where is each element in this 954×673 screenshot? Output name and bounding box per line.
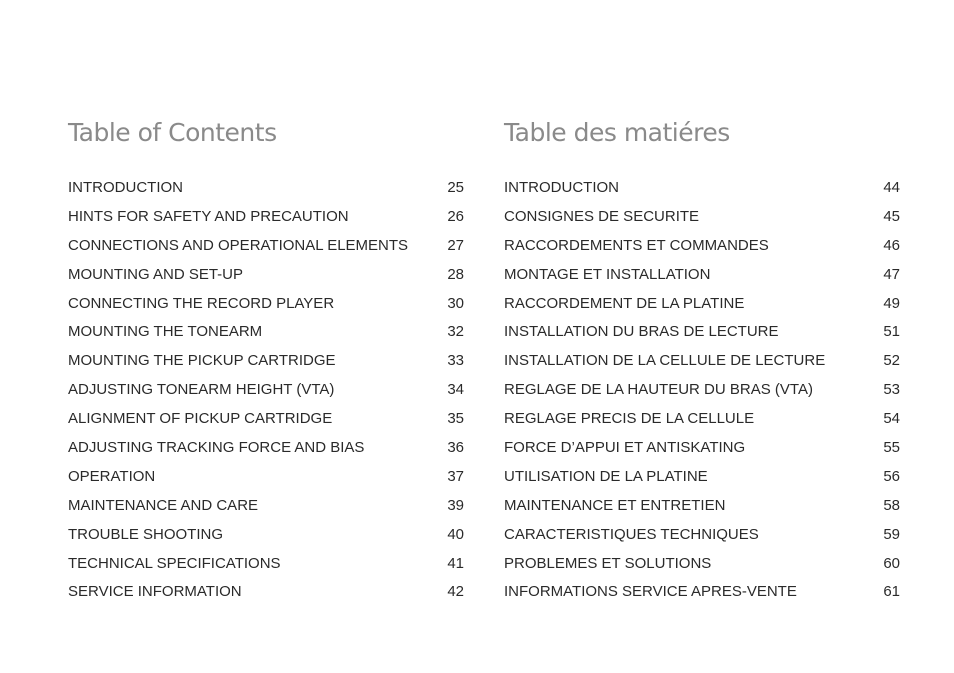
toc-entry[interactable] (68, 549, 464, 578)
toc-entry[interactable] (504, 433, 900, 462)
toc-entry-title: RACCORDEMENTS ET COMMANDES (504, 236, 769, 254)
toc-entry-page-number: 44 (883, 178, 900, 196)
toc-entry[interactable] (504, 317, 900, 346)
toc-entry[interactable] (504, 375, 900, 404)
toc-entry-page-number: 60 (883, 554, 900, 572)
toc-entry-page-number: 30 (447, 294, 464, 312)
toc-entry-page-number: 28 (447, 265, 464, 283)
toc-entry[interactable] (68, 346, 464, 375)
toc-entry[interactable] (504, 173, 900, 202)
toc-entry[interactable] (504, 231, 900, 260)
toc-entry-title: CONNECTIONS AND OPERATIONAL ELEMENTS (68, 236, 409, 254)
toc-list-french (504, 173, 900, 606)
toc-entry-title: INTRODUCTION (68, 178, 183, 196)
toc-entry-title: HINTS FOR SAFETY AND PRECAUTION (68, 207, 349, 225)
toc-entry[interactable] (68, 577, 464, 606)
toc-entry-title: SERVICE INFORMATION (68, 583, 242, 601)
toc-entry-page-number: 42 (447, 583, 464, 601)
toc-entry-title: ADJUSTING TRACKING FORCE AND BIAS (68, 438, 365, 456)
page-title-french: Table des matiéres (504, 118, 730, 147)
toc-entry-title: MOUNTING AND SET-UP (68, 265, 244, 283)
toc-entry-page-number: 34 (447, 381, 464, 399)
toc-entry[interactable] (504, 549, 900, 578)
toc-entry-page-number: 32 (447, 323, 464, 341)
toc-entry[interactable] (504, 404, 900, 433)
toc-column-english (68, 113, 464, 606)
toc-entry-title: ALIGNMENT OF PICKUP CARTRIDGE (68, 410, 333, 428)
toc-entry-title: MOUNTING THE PICKUP CARTRIDGE (68, 352, 336, 370)
toc-entry-page-number: 40 (447, 525, 464, 543)
toc-entry-page-number: 55 (883, 438, 900, 456)
toc-entry[interactable] (68, 289, 464, 318)
toc-entry[interactable] (504, 577, 900, 606)
toc-entry-title: MONTAGE ET INSTALLATION (504, 265, 711, 283)
toc-entry[interactable] (504, 202, 900, 231)
toc-entry-page-number: 58 (883, 496, 900, 514)
toc-entry[interactable] (68, 317, 464, 346)
toc-entry-title: CONNECTING THE RECORD PLAYER (68, 294, 335, 312)
toc-entry-title: INSTALLATION DE LA CELLULE DE LECTURE (504, 352, 826, 370)
toc-entry[interactable] (68, 404, 464, 433)
toc-entry-title: CONSIGNES DE SECURITE (504, 207, 700, 225)
toc-entry[interactable] (68, 375, 464, 404)
toc-entry[interactable] (68, 202, 464, 231)
toc-entry-page-number: 27 (447, 236, 464, 254)
toc-entry-page-number: 39 (447, 496, 464, 514)
toc-entry[interactable] (504, 491, 900, 520)
toc-entry-page-number: 36 (447, 438, 464, 456)
toc-entry[interactable] (68, 433, 464, 462)
toc-entry[interactable] (68, 231, 464, 260)
toc-entry-page-number: 59 (883, 525, 900, 543)
toc-entry-title: UTILISATION DE LA PLATINE (504, 467, 708, 485)
toc-entry-page-number: 25 (447, 178, 464, 196)
toc-entry-title: FORCE D’APPUI ET ANTISKATING (504, 438, 746, 456)
toc-entry-title: RACCORDEMENT DE LA PLATINE (504, 294, 745, 312)
toc-entry-page-number: 41 (447, 554, 464, 572)
toc-entry-page-number: 61 (883, 583, 900, 601)
toc-entry-page-number: 53 (883, 381, 900, 399)
toc-entry[interactable] (504, 289, 900, 318)
toc-entry-title: ADJUSTING TONEARM HEIGHT (VTA) (68, 381, 335, 399)
toc-entry-page-number: 33 (447, 352, 464, 370)
toc-entry[interactable] (68, 260, 464, 289)
toc-entry-title: INTRODUCTION (504, 178, 619, 196)
toc-entry[interactable] (68, 462, 464, 491)
toc-entry[interactable] (68, 520, 464, 549)
toc-entry-page-number: 35 (447, 410, 464, 428)
toc-entry[interactable] (504, 260, 900, 289)
toc-entry-page-number: 49 (883, 294, 900, 312)
toc-entry-page-number: 37 (447, 467, 464, 485)
toc-entry-page-number: 47 (883, 265, 900, 283)
toc-entry-title: REGLAGE DE LA HAUTEUR DU BRAS (VTA) (504, 381, 813, 399)
toc-entry[interactable] (504, 520, 900, 549)
toc-entry-title: TECHNICAL SPECIFICATIONS (68, 554, 281, 572)
toc-entry[interactable] (504, 462, 900, 491)
toc-entry-page-number: 52 (883, 352, 900, 370)
toc-entry-page-number: 26 (447, 207, 464, 225)
toc-entry-page-number: 51 (883, 323, 900, 341)
toc-entry-title: REGLAGE PRECIS DE LA CELLULE (504, 410, 755, 428)
toc-list-english (68, 173, 464, 606)
toc-entry-title: PROBLEMES ET SOLUTIONS (504, 554, 712, 572)
page-title-english: Table of Contents (68, 118, 277, 147)
toc-entry[interactable] (68, 173, 464, 202)
toc-entry-title: MAINTENANCE AND CARE (68, 496, 259, 514)
toc-entry-page-number: 46 (883, 236, 900, 254)
toc-entry-title: MAINTENANCE ET ENTRETIEN (504, 496, 726, 514)
toc-entry[interactable] (504, 346, 900, 375)
toc-entry[interactable] (68, 491, 464, 520)
toc-entry-title: INFORMATIONS SERVICE APRES-VENTE (504, 583, 797, 601)
toc-entry-page-number: 56 (883, 467, 900, 485)
toc-entry-title: TROUBLE SHOOTING (68, 525, 224, 543)
toc-entry-title: INSTALLATION DU BRAS DE LECTURE (504, 323, 779, 341)
toc-entry-title: OPERATION (68, 467, 156, 485)
toc-entry-title: CARACTERISTIQUES TECHNIQUES (504, 525, 759, 543)
toc-entry-title: MOUNTING THE TONEARM (68, 323, 263, 341)
toc-entry-page-number: 45 (883, 207, 900, 225)
toc-entry-page-number: 54 (883, 410, 900, 428)
toc-column-french (504, 113, 900, 606)
